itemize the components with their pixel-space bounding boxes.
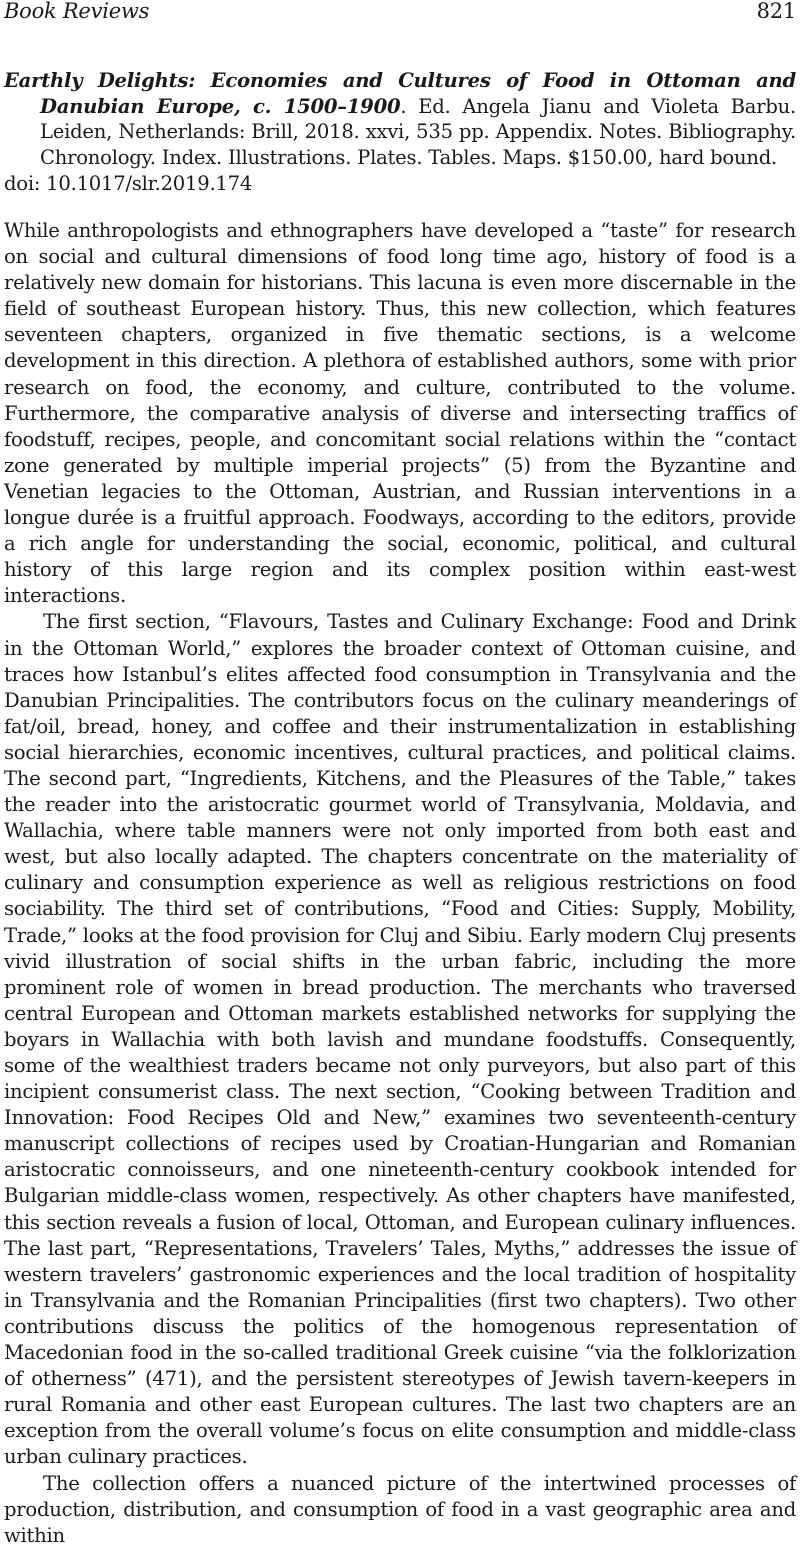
doi: doi: 10.1017/slr.2019.174 (4, 172, 253, 195)
book-title: Earthly Delights: Economies and Cultures of Food in Ottoman and Danubian Europe, c. 1500–1900 (4, 69, 796, 118)
running-title: Book Reviews (4, 0, 150, 23)
body-paragraph: While anthropologists and ethnographers have developed a “taste” for research on social and cultural dimensions of food long time ago, history of food is a relatively new domain for historians. This lacuna is even more discernable in the field of southeast European history. Thus, this new collection, which features seventeen chapters, organized in five thematic sections, is a welcome development in this direction. A plethora of established authors, some with prior research on food, the economy, and culture, contributed to the volume. Furthermore, the comparative analysis of diverse and intersecting traffics of foodstuff, recipes, people, and concomitant social relations within the “contact zone generated by multiple imperial projects” (5) from the Byzantine and Venetian legacies to the Ottoman, Austrian, and Russian interventions in a longue durée is a fruitful approach. Foodways, according to the editors, provide a rich angle for understanding the social, economic, political, and cultural history of this large region and its complex position within east-west interactions. (4, 219, 796, 608)
running-head (4, 0, 796, 24)
body-paragraph: The collection offers a nuanced picture of the intertwined processes of production, distribution, and consumption of food in a vast geographic area and within (4, 1471, 796, 1547)
book-details: . Ed. Angela Jianu and Violeta Barbu. Leiden, Netherlands: Brill, 2018. xxvi, 535 pp. Appendix. Notes. Bibliography. Chronology. Index. Illustrations. Plates. Tables. Maps. $150.00, hard bound. (40, 94, 796, 169)
review-body (4, 218, 796, 1549)
page-number: 821 (756, 0, 796, 23)
book-citation (4, 68, 796, 170)
body-paragraph: The first section, “Flavours, Tastes and Culinary Exchange: Food and Drink in the Ottoman World,” explores the broader context of Ottoman cuisine, and traces how Istanbul’s elites affected food consumption in Transylvania and the Danubian Principalities. The contributors focus on the culinary meanderings of fat/oil, bread, honey, and coffee and their instrumentalization in establishing social hierarchies, economic incentives, cultural practices, and political claims. The second part, “Ingredients, Kitchens, and the Pleasures of the Table,” takes the reader into the aristocratic gourmet world of Transylvania, Moldavia, and Wallachia, where table manners were not only imported from both east and west, but also locally adapted. The chapters concentrate on the materiality of culinary and consumption experience as well as religious restrictions on food sociability. The third set of contributions, “Food and Cities: Supply, Mobility, Trade,” looks at the food provision for Cluj and Sibiu. Early modern Cluj presents vivid illustration of social shifts in the urban fabric, including the more prominent role of women in bread production. The merchants who traversed central European and Ottoman markets established networks for supplying the boyars in Wallachia with both lavish and mundane foodstuffs. Consequently, some of the wealthiest traders became not only purveyors, but also part of this incipient consumerist class. The next section, “Cooking between Tradition and Innovation: Food Recipes Old and New,” examines two seventeenth-century manuscript collections of recipes used by Croatian-Hungarian and Romanian aristocratic connoisseurs, and one nineteenth-century cookbook intended for Bulgarian middle-class women, respectively. As other chapters have manifested, this section reveals a fusion of local, Ottoman, and European culinary influences. The last part, “Representations, Travelers’ Tales, Myths,” addresses the issue of western travelers’ gastronomic experiences and the local tradition of hospitality in Transylvania and the Romanian Principalities (first two chapters). Two other contributions discuss the politics of the homogenous representation of Macedonian food in the so-called traditional Greek cuisine “via the folklorization of otherness” (471), and the persistent stereotypes of Jewish tavern-keepers in rural Romania and other east European cultures. The last two chapters are an exception from the overall volume’s focus on elite consumption and middle-class urban culinary practices. (4, 610, 796, 1469)
